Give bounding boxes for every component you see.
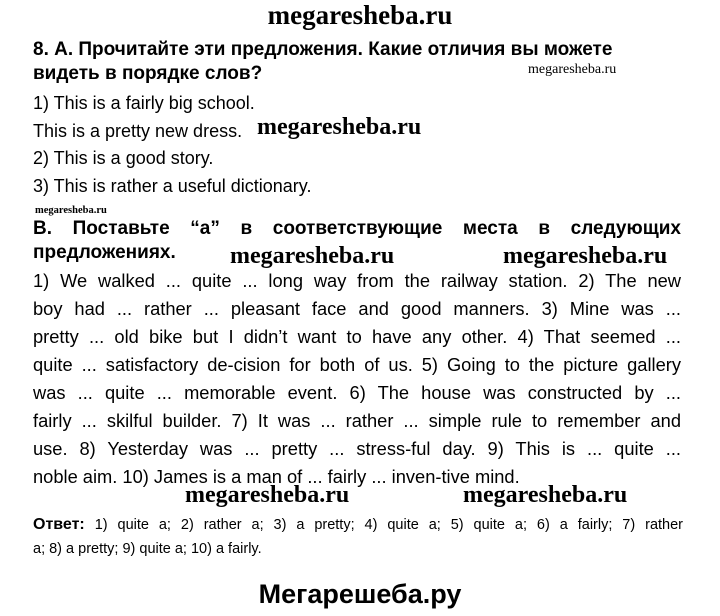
answer-label: Ответ: <box>33 516 85 533</box>
example-item: 2) This is a good story. <box>33 148 214 168</box>
example-item: 3) This is rather a useful dictionary. <box>33 176 312 196</box>
example-item: 1) This is a fairly big school. <box>33 93 255 113</box>
answer-line2: a; 8) a pretty; 9) quite a; 10) a fairly. <box>33 541 262 557</box>
task-a-heading-line1: 8. А. Прочитайте эти предложения. Какие отличия вы можете <box>33 39 613 60</box>
exercise-line: pretty ... old bike but I didn’t want to have any other. 4) That seemed ... <box>33 326 681 347</box>
exercise-line: noble aim. 10) James is a man of ... fairly ... inven-tive mind. <box>33 466 520 487</box>
exercise-line: quite ... satisfactory de-cision for both of us. 5) Going to the picture gallery <box>33 354 681 375</box>
exercise-line: boy had ... rather ... pleasant face and good manners. 3) Mine was ... <box>33 298 681 319</box>
answer-line1 <box>33 513 683 537</box>
header-watermark: megaresheba.ru <box>267 0 453 30</box>
answer-block <box>33 513 683 561</box>
mid-right-watermark: megaresheba.ru <box>503 243 668 269</box>
exercise-line: was ... quite ... memorable event. 6) The house was constructed by ... <box>33 382 681 403</box>
inline-watermark: megaresheba.ru <box>257 114 422 140</box>
task-b-heading-line2: предложениях. <box>33 242 176 263</box>
low-right-watermark: megaresheba.ru <box>463 482 628 508</box>
low-left-watermark: megaresheba.ru <box>185 482 350 508</box>
footer-watermark: Мегарешеба.ру <box>258 579 462 609</box>
tiny-watermark: megaresheba.ru <box>35 205 107 216</box>
exercise-text <box>33 267 681 491</box>
task-a-heading-line2: видеть в порядке слов? <box>33 63 263 84</box>
exercise-line: use. 8) Yesterday was ... pretty ... stress-ful day. 9) This is ... quite ... <box>33 438 681 459</box>
example-item: This is a pretty new dress. <box>33 121 243 141</box>
mid-left-watermark: megaresheba.ru <box>230 243 395 269</box>
answer-text-1: 1) quite a; 2) rather a; 3) a pretty; 4) quite a; 5) quite a; 6) a fairly; 7) rather <box>84 517 683 533</box>
small-watermark: megaresheba.ru <box>528 62 617 77</box>
task-b-heading-line1: В. Поставьте “а” в соответствующие места в следующих <box>33 218 681 239</box>
exercise-line: fairly ... skilful builder. 7) It was ... rather ... simple rule to remember and <box>33 410 681 431</box>
exercise-line: 1) We walked ... quite ... long way from the railway station. 2) The new <box>33 270 681 291</box>
